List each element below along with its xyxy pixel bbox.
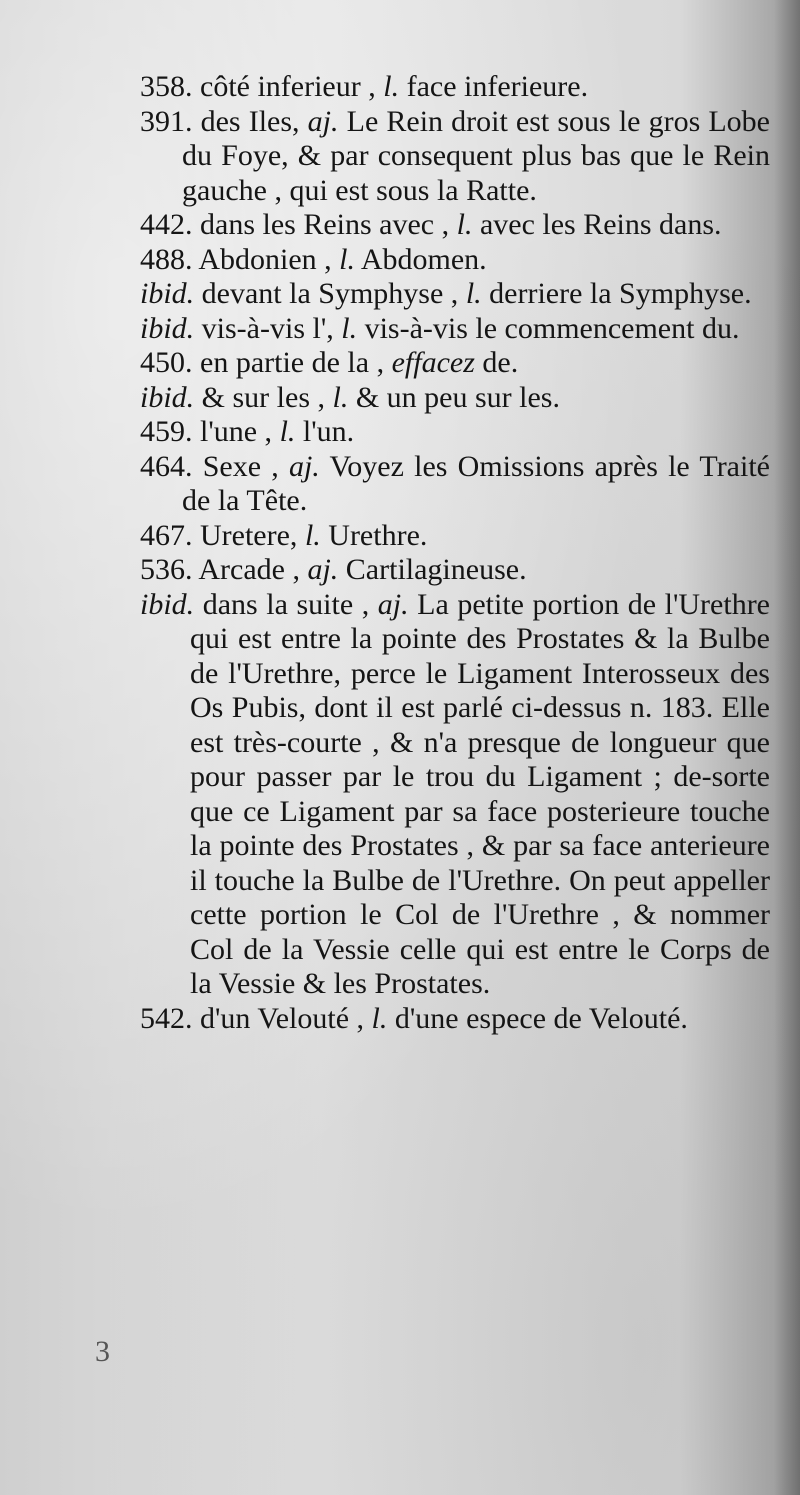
- errata-entry: [140, 381, 770, 416]
- correction-marker: l.: [279, 415, 296, 448]
- entry-text: devant la Symphyse ,: [194, 277, 466, 310]
- page-ref: 358.: [140, 70, 193, 103]
- errata-entry: [140, 1002, 770, 1037]
- errata-entry: [140, 208, 770, 243]
- errata-entry: [140, 70, 770, 105]
- errata-list: [140, 70, 770, 1036]
- entry-text: des Iles,: [192, 104, 308, 138]
- entry-text: Le Rein droit est sous le gros Lobe du Foye, & par consequent plus bas que le Rein gauche , qui est sous la Ratte.: [182, 104, 771, 207]
- correction-marker: l.: [456, 208, 473, 241]
- errata-entry: [140, 243, 770, 278]
- page-ref: 391.: [140, 104, 193, 138]
- errata-entry: [140, 519, 770, 554]
- correction-marker: aj.: [307, 553, 339, 586]
- correction-marker: l.: [371, 1001, 388, 1035]
- entry-text: avec les Reins dans.: [472, 208, 722, 241]
- correction-marker: aj.: [288, 449, 320, 483]
- entry-text: l'un.: [295, 415, 355, 448]
- page-ref: ibid.: [140, 277, 195, 310]
- correction-marker: l.: [332, 380, 349, 414]
- entry-text: vis-à-vis le commencement du.: [357, 311, 740, 345]
- correction-marker: aj.: [377, 587, 409, 621]
- correction-marker: l.: [339, 242, 356, 276]
- entry-text: La petite portion de l'Urethre qui est entre la pointe des Prostates & la Bulbe de l'Urethre, perce le Ligament Interosseux des Os Pubis, dont il est parlé ci-dessus n. 183. Elle est très-courte , & n'a presque de longueur que pour passer par le trou du Ligament ; de-sorte que ce Ligament par sa face posterieure touche la pointe des Prostates , & par sa face anterieure il touche la Bulbe de l'Urethre. On peut appeller cette portion le Col de l'Urethre , & nommer Col de la Vessie celle qui est entre le Corps de la Vessie & les Prostates.: [190, 587, 770, 1000]
- correction-marker: l.: [465, 277, 482, 310]
- page-edge-shadow: [774, 0, 800, 1495]
- entry-text: derriere la Symphyse.: [481, 277, 752, 310]
- entry-text: de.: [474, 346, 519, 379]
- page-ref: 467.: [140, 518, 193, 552]
- page-ref: 488.: [140, 242, 193, 276]
- entry-text: Arcade ,: [192, 553, 308, 586]
- entry-text: en partie de la ,: [192, 346, 392, 379]
- entry-text: côté inferieur ,: [192, 70, 384, 103]
- errata-entry: [140, 312, 770, 347]
- correction-marker: l.: [383, 70, 400, 103]
- page-ref: 450.: [140, 346, 193, 379]
- errata-entry: [140, 588, 770, 1002]
- entry-text: Urethre.: [320, 518, 428, 552]
- entry-text: Abdomen.: [355, 242, 487, 276]
- entry-text: d'une espece de Velouté.: [387, 1001, 688, 1035]
- page-ref: ibid.: [140, 380, 195, 414]
- page-ref: 542.: [140, 1001, 193, 1035]
- page-ref: ibid.: [140, 311, 195, 345]
- entry-text: face inferieure.: [399, 70, 589, 103]
- entry-text: & sur les ,: [194, 380, 333, 414]
- errata-entry: [140, 415, 770, 450]
- entry-text: dans les Reins avec ,: [192, 208, 457, 241]
- entry-text: Cartilagineuse.: [338, 553, 527, 586]
- entry-text: dans la suite ,: [194, 587, 378, 621]
- entry-text: & un peu sur les.: [348, 380, 560, 414]
- correction-marker: aj.: [307, 104, 339, 138]
- entry-text: vis-à-vis l',: [194, 311, 342, 345]
- page-ref: 459.: [140, 415, 193, 448]
- entry-text: Sexe ,: [192, 449, 289, 483]
- errata-entry: [140, 105, 770, 209]
- margin-mark: 3: [95, 1335, 110, 1368]
- errata-entry: [140, 277, 770, 312]
- correction-marker: l.: [304, 518, 321, 552]
- page-ref: 464.: [140, 449, 193, 483]
- entry-text: Voyez les Omissions après le Traité de la Tête.: [182, 449, 770, 517]
- entry-text: Uretere,: [192, 518, 305, 552]
- correction-marker: effacez: [391, 346, 475, 379]
- errata-entry: [140, 450, 770, 519]
- entry-text: Abdonien ,: [192, 242, 340, 276]
- errata-entry: [140, 346, 770, 381]
- errata-entry: [140, 553, 770, 588]
- correction-marker: l.: [341, 311, 358, 345]
- entry-text: d'un Velouté ,: [192, 1001, 372, 1035]
- entry-text: l'une ,: [192, 415, 280, 448]
- page-ref: 536.: [140, 553, 193, 586]
- page-ref: 442.: [140, 208, 193, 241]
- page-ref: ibid.: [140, 587, 195, 621]
